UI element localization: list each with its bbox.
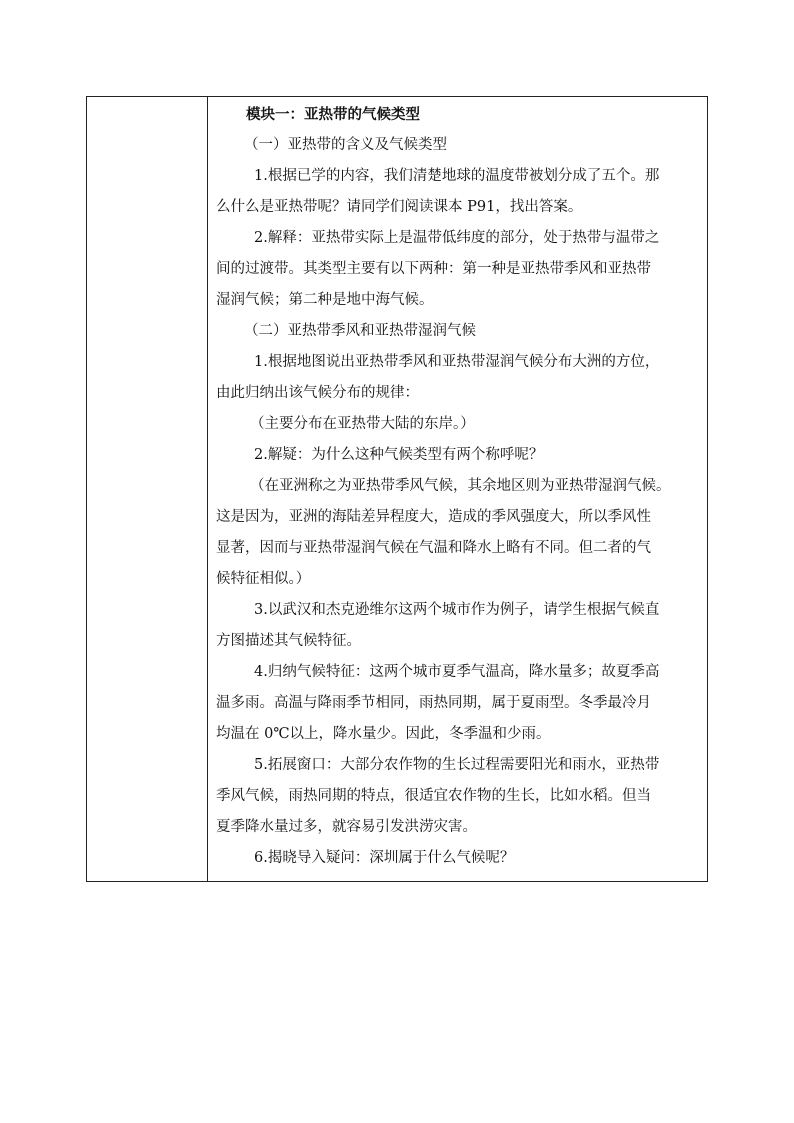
- s2-item1-line2: 由此归纳出该气候分布的规律：: [216, 385, 419, 401]
- s2-item6-line1: 6.揭晓导入疑问：深圳属于什么气候呢？: [254, 850, 515, 866]
- item2-line3: 湿润气候；第二种是地中海气候。: [216, 292, 434, 308]
- left-column-cell: [87, 97, 208, 881]
- s2-item3-line1: 3.以武汉和杰克逊维尔这两个城市作为例子，请学生根据气候直: [254, 602, 660, 618]
- module-title: 模块一：亚热带的气候类型: [246, 106, 420, 123]
- s2-item3-line2: 方图描述其气候特征。: [216, 633, 361, 649]
- s2-item4-line1: 4.归纳气候特征：这两个城市夏季气温高，降水量多；故夏季高: [254, 664, 660, 680]
- section2-heading: （二）亚热带季风和亚热带湿润气候: [244, 323, 476, 339]
- content-cell: [208, 97, 707, 881]
- lesson-table: [86, 96, 708, 882]
- s2-item5-line3: 夏季降水量过多，就容易引发洪涝灾害。: [216, 819, 477, 835]
- s2-item2-answer-line4: 候特征相似。）: [216, 571, 311, 587]
- s2-item2-answer-line1: （在亚洲称之为亚热带季风气候，其余地区则为亚热带湿润气候。: [250, 478, 671, 494]
- s2-item4-line2: 温多雨。高温与降雨季节相同，雨热同期，属于夏雨型。冬季最冷月: [216, 695, 651, 711]
- item2-line1: 2.解释：亚热带实际上是温带低纬度的部分，处于热带与温带之: [254, 230, 660, 246]
- item1-line1: 1.根据已学的内容，我们清楚地球的温度带被划分成了五个。那: [254, 168, 660, 184]
- s2-item1-answer: （主要分布在亚热带大陆的东岸。）: [250, 416, 475, 432]
- section1-heading: （一）亚热带的含义及气候类型: [244, 137, 447, 153]
- s2-item5-line1: 5.拓展窗口：大部分农作物的生长过程需要阳光和雨水，亚热带: [254, 757, 660, 773]
- s2-item5-line2: 季风气候，雨热同期的特点，很适宜农作物的生长，比如水稻。但当: [216, 788, 651, 804]
- item2-line2: 间的过渡带。其类型主要有以下两种：第一种是亚热带季风和亚热带: [216, 261, 651, 277]
- s2-item2-answer-line2: 这是因为，亚洲的海陆差异程度大，造成的季风强度大，所以季风性: [216, 509, 651, 525]
- s2-item1-line1: 1.根据地图说出亚热带季风和亚热带湿润气候分布大洲的方位，: [254, 354, 660, 370]
- s2-item2-line1: 2.解疑：为什么这种气候类型有两个称呼呢？: [254, 447, 544, 463]
- item1-line2: 么什么是亚热带呢？请同学们阅读课本 P91，找出答案。: [216, 199, 583, 215]
- s2-item2-answer-line3: 显著，因而与亚热带湿润气候在气温和降水上略有不同。但二者的气: [216, 540, 651, 556]
- s2-item4-line3: 均温在 0℃以上，降水量少。因此，冬季温和少雨。: [216, 726, 551, 742]
